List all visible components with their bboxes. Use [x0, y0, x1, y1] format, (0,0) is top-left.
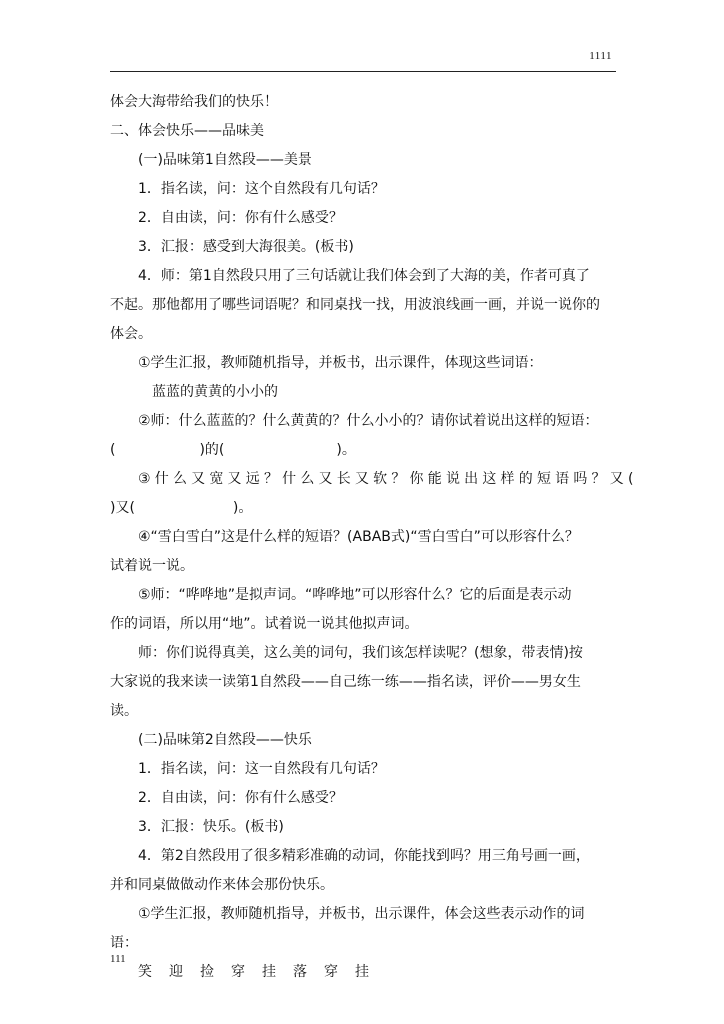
verb-word: 穿 [324, 964, 338, 980]
verb-word: 落 [293, 964, 307, 980]
text-line-24: 1．指名读，问：这一自然段有几句话？ [138, 761, 385, 777]
footer-page-number: 111 [110, 953, 126, 965]
text-line-19: 作的词语，所以用“地”。试着说一说其他拟声词。 [110, 616, 419, 632]
verb-word: 迎 [169, 964, 183, 980]
verb-word: 挂 [262, 964, 276, 980]
text-line-9: 体会。 [110, 326, 152, 342]
document-body [110, 88, 638, 987]
text-line-25: 2．自由读，问：你有什么感受？ [138, 790, 343, 806]
text-line-1: 体会大海带给我们的快乐！ [110, 94, 278, 110]
text-line-7: 4．师：第1自然段只用了三句话就让我们体会到了大海的美，作者可真了 [138, 268, 590, 284]
text-line-21: 大家说的我来读一读第1自然段——自己练一练——指名读，评价——男女生 [110, 674, 581, 690]
verb-word: 笑 [138, 964, 152, 980]
text-line-6: 3．汇报：感受到大海很美。(板书) [138, 239, 354, 255]
verb-word: 挂 [355, 964, 369, 980]
text-line-13: ( )的( )。 [110, 442, 356, 458]
subsection-heading-1: (一)品味第1自然段——美景 [138, 152, 312, 168]
verb-word: 穿 [231, 964, 245, 980]
text-line-15: )又( )。 [110, 500, 253, 516]
subsection-heading-2: (二)品味第2自然段——快乐 [138, 732, 312, 748]
verb-list [110, 958, 626, 987]
text-line-27: 4．第2自然段用了很多精彩准确的动词，你能找到吗？用三角号画一画， [138, 848, 590, 864]
text-line-18: ⑤师：“哗哗地”是拟声词。“哗哗地”可以形容什么？它的后面是表示动 [138, 587, 572, 603]
text-line-17: 试着说一说。 [110, 558, 194, 574]
text-line-11: 蓝蓝的黄黄的小小的 [152, 384, 278, 400]
text-line-30: 语： [110, 935, 138, 951]
text-line-16: ④“雪白雪白”这是什么样的短语？(ABAB式)“雪白雪白”可以形容什么？ [138, 529, 579, 545]
text-line-26: 3．汇报：快乐。(板书) [138, 819, 284, 835]
text-line-22: 读。 [110, 703, 138, 719]
text-line-8: 不起。那他都用了哪些词语呢？和同桌找一找，用波浪线画一画，并说一说你的 [110, 297, 600, 313]
text-line-10: ①学生汇报，教师随机指导，并板书，出示课件，体现这些词语： [138, 355, 543, 371]
text-line-20: 师：你们说得真美，这么美的词句，我们该怎样读呢？(想象，带表情)按 [138, 645, 583, 661]
text-line-12: ②师：什么蓝蓝的？什么黄黄的？什么小小的？请你试着说出这样的短语： [138, 413, 599, 429]
verb-word: 捡 [200, 964, 214, 980]
text-line-28: 并和同桌做做动作来体会那份快乐。 [110, 877, 334, 893]
section-heading-2: 二、体会快乐——品味美 [110, 123, 264, 139]
text-line-5: 2．自由读，问：你有什么感受？ [138, 210, 343, 226]
text-line-29: ①学生汇报，教师随机指导，并板书，出示课件，体会这些表示动作的词 [138, 906, 585, 922]
text-line-14: ③什么又宽又远？什么又长又软？你能说出这样的短语吗？又( [138, 471, 638, 487]
header-rule [110, 71, 616, 72]
header-page-number: 1111 [589, 50, 612, 62]
text-line-4: 1．指名读，问：这个自然段有几句话？ [138, 181, 385, 197]
